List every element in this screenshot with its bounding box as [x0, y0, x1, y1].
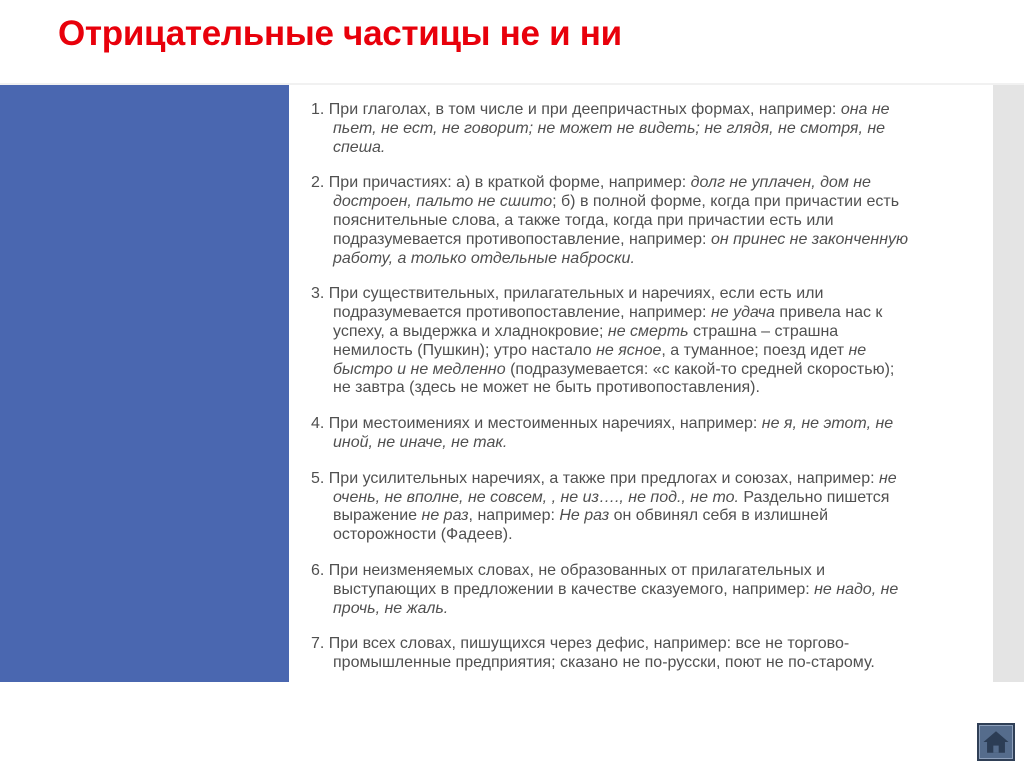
home-icon: [979, 725, 1013, 759]
rule-item: [311, 562, 911, 618]
rule-text: 2. При причастиях: а) в краткой форме, например:: [311, 174, 691, 192]
rule-text: он обвинял себя в излишней осторожности (Фадеев).: [333, 507, 829, 544]
rule-item: [311, 285, 911, 398]
example-text: не ясное: [596, 341, 662, 359]
example-text: он принес не законченную работу, а только отдельные наброски.: [333, 230, 909, 267]
rule-text: 6. При неизменяемых словах, не образованных от прилагательных и выступающих в предложении в качестве сказуемого, например:: [311, 561, 826, 598]
rule-text: 5. При усилительных наречиях, а также при предлогах и союзах, например:: [311, 469, 879, 487]
right-decorative-panel: [993, 85, 1024, 682]
example-text: не раз: [421, 507, 469, 525]
rule-item: [311, 101, 911, 157]
example-text: не очень, не вполне, не совсем, , не из…., не под., не то.: [333, 469, 897, 506]
rule-text: привела нас к успеху, а выдержка и хладнокровие;: [333, 304, 883, 340]
example-text: не удача: [710, 304, 775, 322]
rule-item: [311, 635, 911, 673]
rule-item: [311, 174, 911, 268]
example-text: Не раз: [559, 507, 610, 525]
home-button[interactable]: [977, 723, 1015, 761]
left-decorative-panel: [0, 85, 289, 682]
rule-text: Раздельно пишется выражение: [333, 488, 890, 525]
rule-text: 3. При существительных, прилагательных и наречиях, если есть или подразумевается противопоставление, например:: [311, 285, 824, 322]
rule-item: [311, 470, 911, 545]
rule-text: , например:: [468, 507, 560, 525]
example-text: не я, не этот, не иной, не иначе, не так.: [333, 415, 894, 451]
rule-text: (подразумевается: «с какой-то средней скоростью); не завтра (здесь не может не быть противопоставления).: [333, 360, 895, 397]
example-text: долг не уплачен, дом не достроен, пальто не сшито: [333, 174, 871, 211]
rule-text: 1. При глаголах, в том числе и при деепричастных формах, например:: [311, 101, 841, 118]
example-text: не надо, не прочь, не жаль.: [333, 580, 899, 617]
rule-text: страшна – страшна немилость (Пушкин); утро настало: [333, 322, 839, 359]
rule-text: ; б) в полной форме, когда при причастии есть пояснительные слова, а также тогда, когда при причастии есть или подразумевается противопоставление, например:: [333, 193, 900, 248]
rules-list: [311, 101, 911, 690]
example-text: не быстро и не медленно: [333, 341, 867, 378]
slide-title: Отрицательные частицы не и ни: [58, 14, 622, 53]
rule-text: 7. При всех словах, пишущихся через дефис, например: все не торгово-промышленные предприятия; сказано не по-русски, поют не по-старому.: [311, 635, 875, 672]
rule-item: [311, 415, 911, 453]
example-text: не смерть: [607, 322, 689, 340]
rule-text: 4. При местоимениях и местоименных наречиях, например:: [311, 415, 762, 433]
example-text: она не пьет, не ест, не говорит; не может не видеть; не глядя, не смотря, не спеша.: [333, 101, 890, 156]
rule-text: , а туманное; поезд идет: [661, 341, 849, 359]
